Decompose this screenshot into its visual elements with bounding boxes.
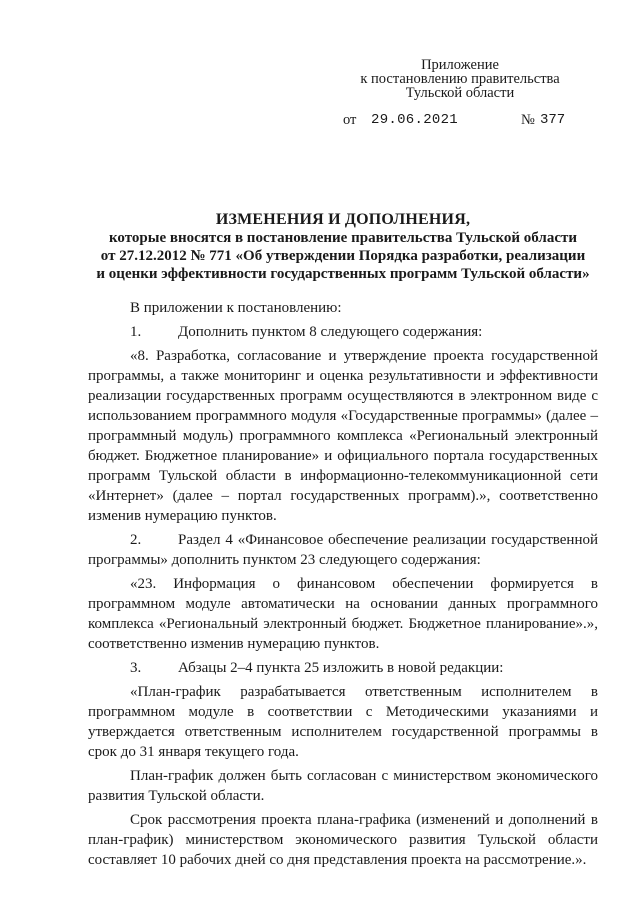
document-title xyxy=(88,211,598,283)
number-sign: № xyxy=(521,112,535,128)
item-3-quote-2: План-график должен быть согласован с министерством экономического развития Тульской области. xyxy=(88,768,598,804)
item-2 xyxy=(88,530,598,570)
document-number: 377 xyxy=(540,112,566,128)
item-1-text: Дополнить пунктом 8 следующего содержания: xyxy=(178,324,483,340)
intro-paragraph: В приложении к постановлению: xyxy=(130,300,342,316)
item-2-text: Раздел 4 «Финансовое обеспечение реализации государственной программы» дополнить пунктом 23 следующего содержания: xyxy=(88,532,598,568)
item-2-number: 2. xyxy=(130,532,142,548)
item-2-quote: «23. Информация о финансовом обеспечении формируется в программном модуле автоматически на основании данных программного комплекса «Региональный электронный бюджет. Бюджетное планирование».», соответственно изменив нумерацию пунктов. xyxy=(88,576,598,652)
item-3-number: 3. xyxy=(130,660,142,676)
title-line-1: ИЗМЕНЕНИЯ И ДОПОЛНЕНИЯ, xyxy=(215,211,471,228)
approval-line-1: Приложение xyxy=(421,57,499,73)
item-1-quote: «8. Разработка, согласование и утверждение проекта государственной программы, а также мониторинг и оценка результативности и эффективности реализации государственных программ осуществляются в электронном виде с использованием программного модуля «Государственные программы» (далее – программный модуль) программного комплекса «Региональный электронный бюджет. Бюджетное планирование» и официального портала государственных программ Тульской области в информационно-телекоммуникационной сети «Интернет» (далее – портал государственных программ).», соответственно изменив нумерацию пунктов. xyxy=(88,348,598,524)
date-prefix: от xyxy=(343,112,357,128)
document-date: 29.06.2021 xyxy=(371,112,459,128)
title-line-3: от 27.12.2012 № 771 «Об утверждении Порядка разработки, реализации xyxy=(100,248,586,264)
title-line-4: и оценки эффективности государственных программ Тульской области» xyxy=(96,266,590,282)
title-line-2: которые вносятся в постановление правительства Тульской области xyxy=(108,230,578,246)
document-body xyxy=(88,298,598,870)
item-3-quote-3: Срок рассмотрения проекта плана-графика (изменений и дополнений в план-график) министерством экономического развития Тульской области составляет 10 рабочих дней со дня представления проекта на рассмотрение.». xyxy=(88,812,598,868)
approval-stamp xyxy=(350,58,570,100)
item-3 xyxy=(88,658,598,678)
item-3-text: Абзацы 2–4 пункта 25 изложить в новой редакции: xyxy=(178,660,504,676)
item-1-number: 1. xyxy=(130,324,142,340)
approval-line-3: Тульской области xyxy=(405,85,515,101)
item-3-quote-1: «План-график разрабатывается ответственным исполнителем в программном модуле в соответствии с Методическими указаниями и утверждается ответственным исполнителем государственной программы в срок до 31 января текущего года. xyxy=(88,684,598,760)
approval-line-2: к постановлению правительства xyxy=(360,71,560,87)
item-1 xyxy=(88,322,598,342)
